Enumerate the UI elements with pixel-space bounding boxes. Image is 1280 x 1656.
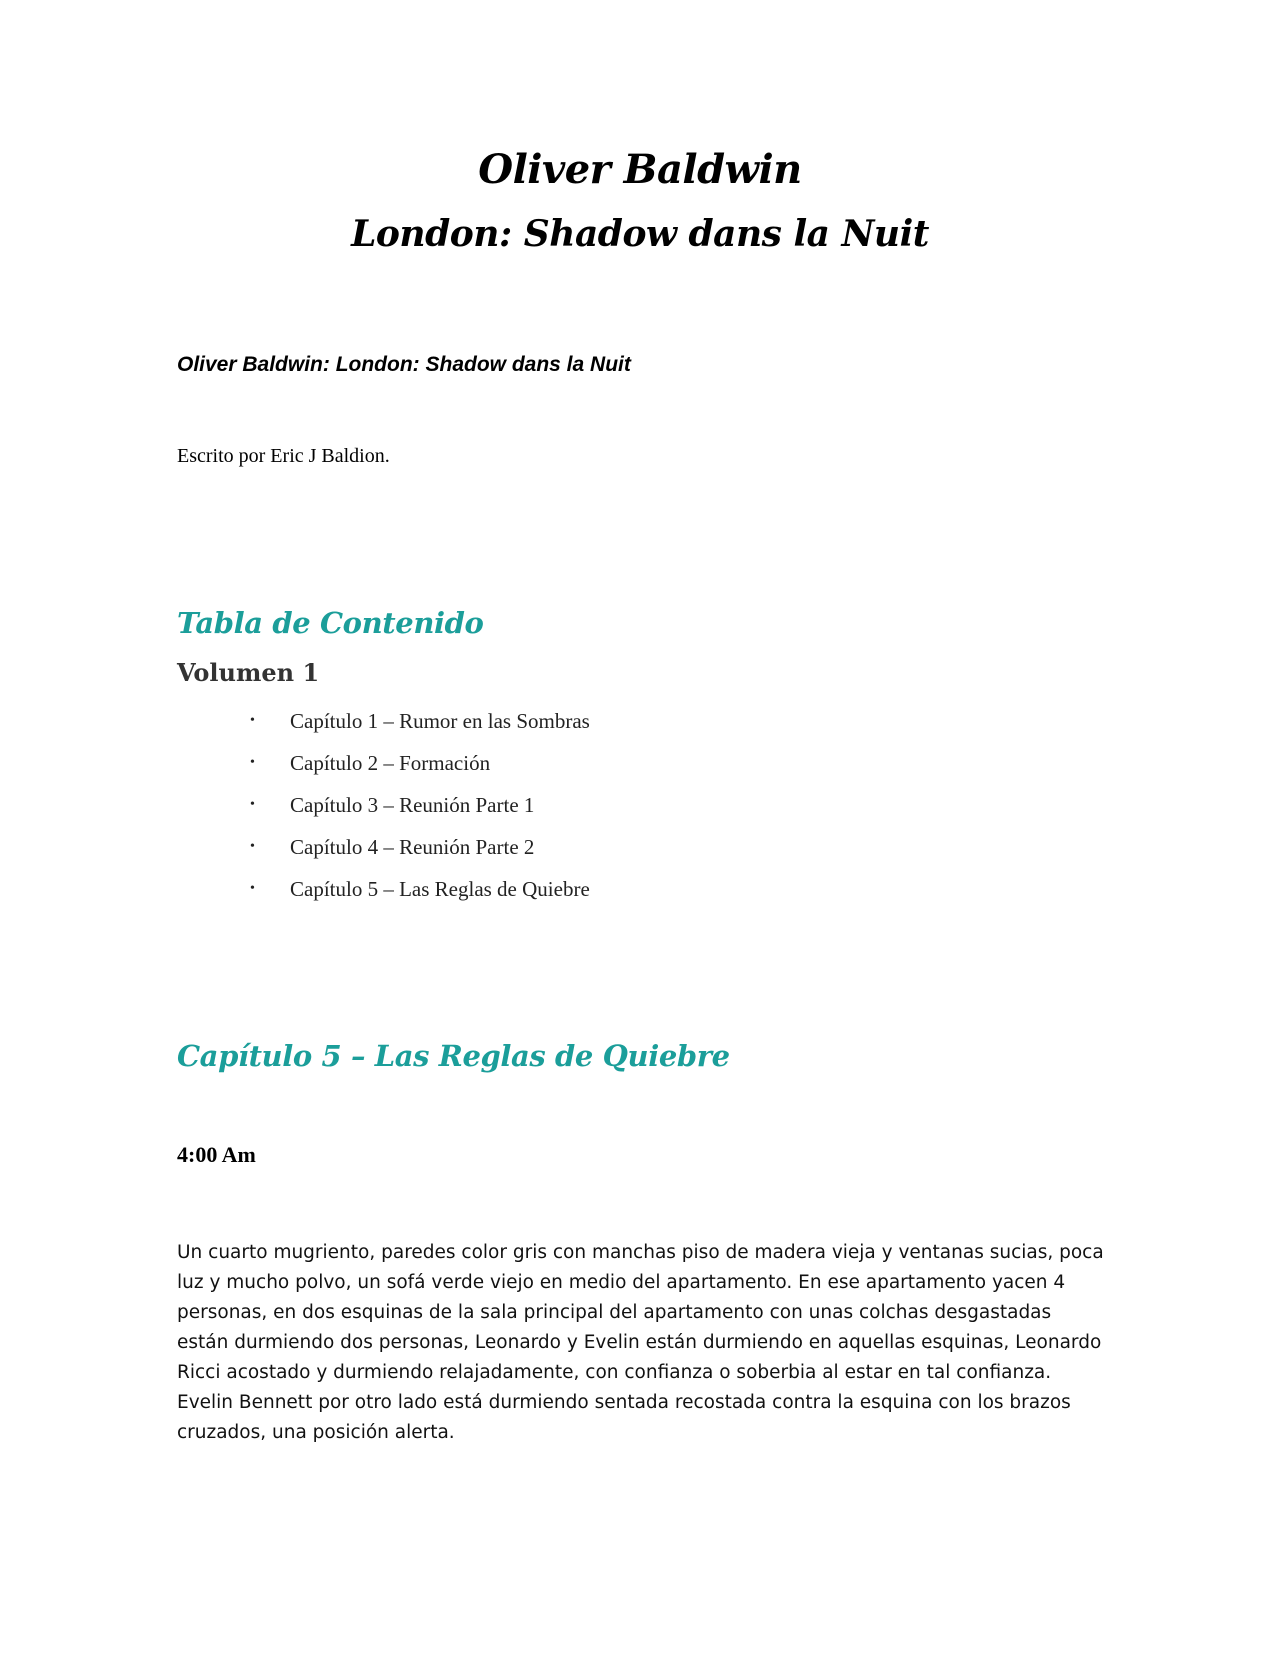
toc-item-label: Capítulo 2 – Formación	[290, 751, 491, 775]
book-title: Oliver Baldwin	[478, 146, 802, 193]
toc-item-label: Capítulo 5 – Las Reglas de Quiebre	[290, 877, 590, 901]
toc-item-chapter-3	[250, 784, 590, 826]
toc-item-chapter-4	[250, 826, 590, 868]
book-subtitle: London: Shadow dans la Nuit	[351, 213, 929, 255]
author-line: Escrito por Eric J Baldion.	[177, 445, 390, 467]
bullet-icon: •	[250, 713, 255, 728]
chapter-time: 4:00 Am	[177, 1142, 256, 1167]
bullet-icon: •	[250, 881, 255, 896]
toc-list	[250, 700, 590, 910]
bullet-icon: •	[250, 797, 255, 812]
toc-item-chapter-5	[250, 868, 590, 910]
chapter-heading: Capítulo 5 – Las Reglas de Quiebre	[177, 1039, 730, 1073]
toc-heading: Tabla de Contenido	[177, 606, 484, 640]
volume-heading: Volumen 1	[177, 658, 320, 687]
toc-item-label: Capítulo 4 – Reunión Parte 2	[290, 835, 535, 859]
toc-item-chapter-1	[250, 700, 590, 742]
toc-item-label: Capítulo 3 – Reunión Parte 1	[290, 793, 535, 817]
bullet-icon: •	[250, 755, 255, 770]
toc-item-label: Capítulo 1 – Rumor en las Sombras	[290, 709, 590, 733]
bullet-icon: •	[250, 839, 255, 854]
toc-item-chapter-2	[250, 742, 590, 784]
document-heading: Oliver Baldwin: London: Shadow dans la Nuit	[177, 353, 631, 376]
chapter-paragraph: Un cuarto mugriento, paredes color gris con manchas piso de madera vieja y ventanas sucias, poca luz y mucho polvo, un sofá verde viejo en medio del apartamento. En ese apartamento yacen 4 personas, en dos esquinas de la sala principal del apartamento con unas colchas desgastadas están durmiendo dos personas, Leonardo y Evelin están durmiendo en aquellas esquinas, Leonardo Ricci acostado y durmiendo relajadamente, con confianza o soberbia al estar en tal confianza. Evelin Bennett por otro lado está durmiendo sentada recostada contra la esquina con los brazos cruzados, una posición alerta.	[177, 1242, 1104, 1443]
